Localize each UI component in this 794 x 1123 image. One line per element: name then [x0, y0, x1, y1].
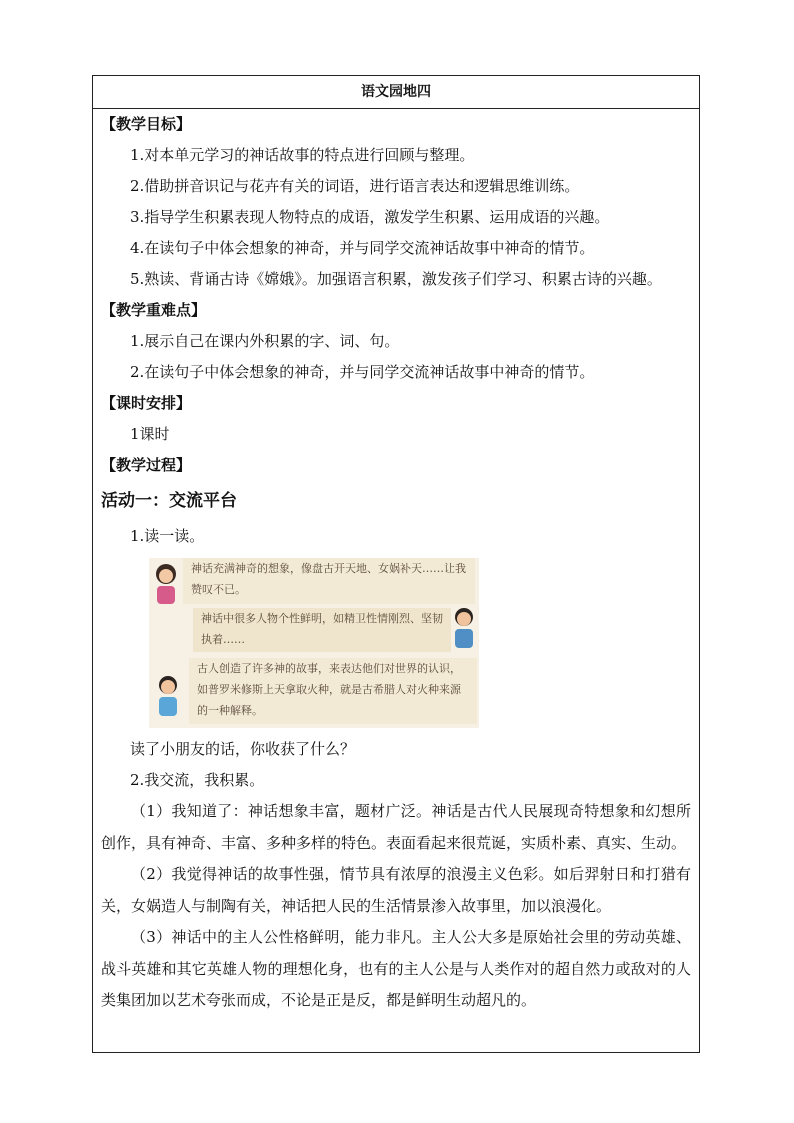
goals-heading: 【教学目标】: [101, 115, 192, 133]
page-title: 语文园地四: [93, 76, 699, 109]
boy-illustration-icon: [449, 606, 479, 650]
process-heading: 【教学过程】: [101, 456, 192, 474]
schedule-text: 1课时: [130, 425, 170, 443]
question-text: 读了小朋友的话，你收获了什么？: [130, 740, 356, 758]
activity-title: 活动一：交流平台: [101, 491, 237, 511]
step-read: 1.读一读。: [130, 527, 205, 545]
speech-bubble: 古人创造了许多神的故事，来表达他们对世界的认识，如普罗米修斯上天拿取火种，就是古希腊人对火种来源的一种解释。: [189, 658, 477, 724]
speech-bubble: 神话中很多人物个性鲜明，如精卫性情刚烈、坚韧执着……: [193, 608, 451, 652]
illustration-speech-bubbles: [149, 558, 479, 728]
schedule-heading: 【课时安排】: [101, 394, 192, 412]
keypoint-item: 2.在读句子中体会想象的神奇，并与同学交流神话故事中神奇的情节。: [130, 363, 595, 381]
paragraph: （2）我觉得神话的故事性强，情节具有浓厚的浪漫主义色彩。如后羿射日和打猎有关，女娲造人与制陶有关，神话把人民的生活情景渗入故事里，加以浪漫化。: [101, 865, 691, 915]
goal-item: 4.在读句子中体会想象的神奇，并与同学交流神话故事中神奇的情节。: [130, 239, 595, 257]
step-share: 2.我交流，我积累。: [130, 771, 265, 789]
paragraph: （1）我知道了：神话想象丰富，题材广泛。神话是古代人民展现奇特想象和幻想所创作，具有神奇、丰富、多种多样的特色。表面看起来很荒诞，实质朴素、真实、生动。: [101, 802, 691, 852]
goal-item: 1.对本单元学习的神话故事的特点进行回顾与整理。: [130, 146, 475, 164]
keypoints-heading: 【教学重难点】: [101, 301, 207, 319]
speech-bubble: 神话充满神奇的想象，像盘古开天地、女娲补天……让我赞叹不已。: [183, 558, 475, 604]
goal-item: 2.借助拼音识记与花卉有关的词语，进行语言表达和逻辑思维训练。: [130, 177, 580, 195]
goal-item: 3.指导学生积累表现人物特点的成语，激发学生积累、运用成语的兴趣。: [130, 208, 610, 226]
paragraph: （3）神话中的主人公性格鲜明，能力非凡。主人公大多是原始社会里的劳动英雄、战斗英雄和其它英雄人物的理想化身，也有的主人公是与人类作对的超自然力或敌对的人类集团加以艺术夸张而成，不论是正是反，都是鲜明生动超凡的。: [101, 928, 691, 1009]
document-table: [92, 75, 700, 1053]
boy-illustration-icon: [153, 674, 183, 718]
content-cell: [93, 109, 699, 1017]
girl-illustration-icon: [151, 562, 181, 606]
keypoint-item: 1.展示自己在课内外积累的字、词、句。: [130, 332, 400, 350]
goal-item: 5.熟读、背诵古诗《嫦娥》。加强语言积累，激发孩子们学习、积累古诗的兴趣。: [130, 270, 662, 288]
